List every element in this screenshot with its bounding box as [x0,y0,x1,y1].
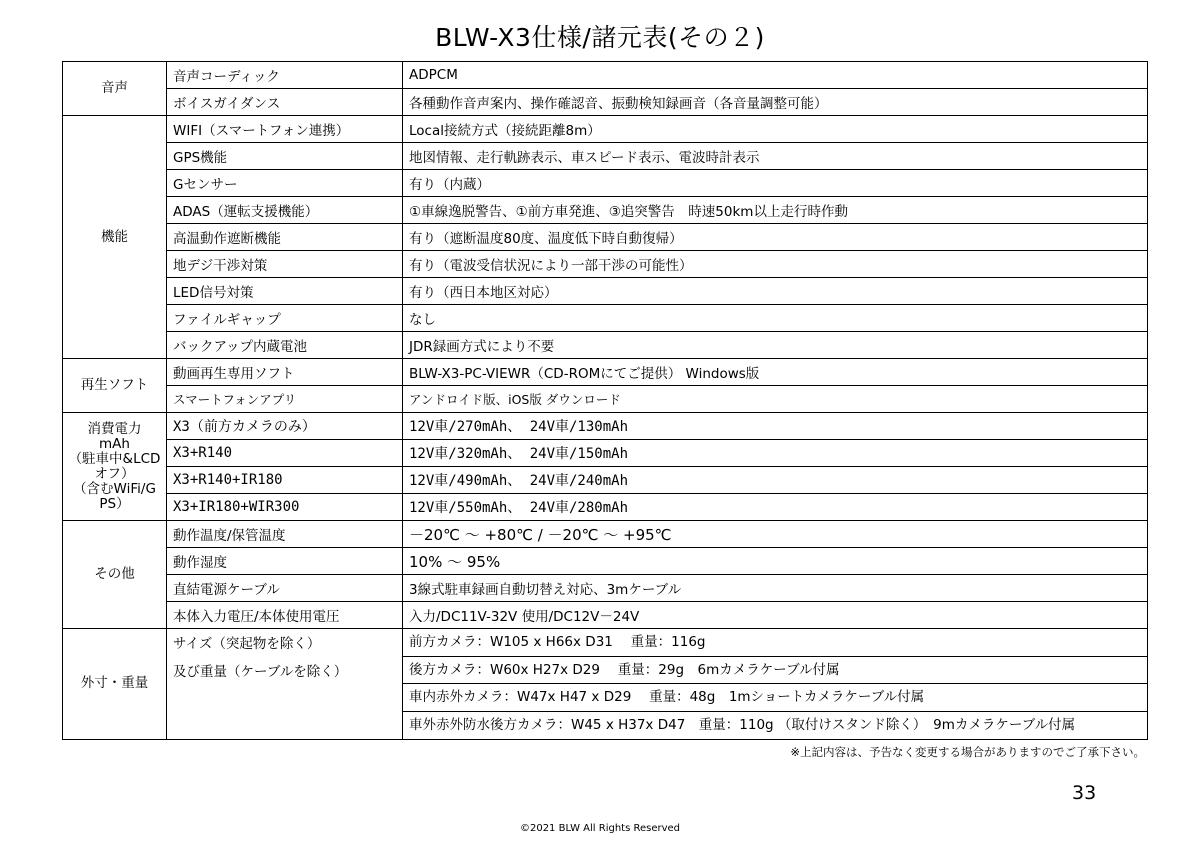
spec-value: ①車線逸脱警告、①前方車発進、③追突警告 時速50km以上走行時作動 [403,197,1148,224]
spec-value: 有り（内蔵） [403,170,1148,197]
table-row [63,359,1148,386]
table-row [63,521,1148,548]
spec-value: 前方カメラ：W105 x H66x D31 重量：116g [409,634,706,650]
category-power-line: オフ） [94,465,135,482]
spec-label: サイズ（突起物を除く） [173,636,321,652]
spec-label: バックアップ内蔵電池 [167,332,403,359]
spec-value: 12V車/550mAh、 24V車/280mAh [403,494,1148,521]
spec-label: 動画再生専用ソフト [167,359,403,386]
table-row [63,62,1148,89]
table-row [63,278,1148,305]
spec-value: 3線式駐車録画自動切替え対応、3mケーブル [403,575,1148,602]
spec-value: Local接続方式（接続距離8m） [403,116,1148,143]
spec-label: 音声コーディック [167,62,403,89]
category-dimensions: 外寸・重量 [63,629,167,740]
spec-value: なし [403,305,1148,332]
spec-value: 車外赤外防水後方カメラ：W45 x H37x D47 重量：110g （取付けスタンド除く） 9mカメラケーブル付属 [403,711,1147,739]
disclaimer-note: ※上記内容は、予告なく変更する場合がありますのでご了承下さい。 [790,745,1145,759]
table-row [63,332,1148,359]
category-power-line: （駐車中&LCD [68,450,161,467]
category-power-line: 消費電力 [87,420,142,437]
spec-value: ADPCM [403,62,1148,89]
page-title: BLW-X3仕様/諸元表(その２) [435,23,765,52]
spec-label: LED信号対策 [167,278,403,305]
spec-label: GPS機能 [167,143,403,170]
category-power-line: mAh [99,435,130,452]
spec-label: X3+R140 [167,440,403,467]
category-functions: 機能 [63,116,167,359]
table-row [63,170,1148,197]
spec-label: 地デジ干渉対策 [167,251,403,278]
spec-value: JDR録画方式により不要 [403,332,1148,359]
table-row [63,575,1148,602]
spec-label: Gセンサー [167,170,403,197]
spec-label: 動作温度/保管温度 [167,521,403,548]
spec-value: －20℃ ～ +80℃ / －20℃ ～ +95℃ [403,521,1148,548]
table-row [63,89,1148,116]
spec-value: 地図情報、走行軌跡表示、車スピード表示、電波時計表示 [403,143,1148,170]
spec-label: 直結電源ケーブル [167,575,403,602]
spec-value: 10% ～ 95% [403,548,1148,575]
table-row [63,494,1148,521]
spec-value: 車内赤外カメラ：W47x H47 x D29 重量：48g 1mショートカメラケーブル付属 [403,683,1147,711]
spec-value: 有り（電波受信状況により一部干渉の可能性） [403,251,1148,278]
spec-value: 有り（西日本地区対応） [403,278,1148,305]
category-power-line: PS） [99,495,130,512]
spec-value: 入力/DC11V-32V 使用/DC12V－24V [403,602,1148,629]
dimensions-values-cell [403,629,1148,740]
table-row [63,143,1148,170]
table-row [63,413,1148,440]
category-audio: 音声 [63,62,167,116]
page-number: 33 [1072,782,1097,804]
spec-label: ADAS（運転支援機能） [167,197,403,224]
spec-label: ボイスガイダンス [167,89,403,116]
category-other: その他 [63,521,167,629]
spec-value: 有り（遮断温度80度、温度低下時自動復帰） [403,224,1148,251]
spec-label: X3+IR180+WIR300 [167,494,403,521]
spec-label: 高温動作遮断機能 [167,224,403,251]
table-row [63,386,1148,413]
table-row [63,116,1148,143]
table-row [63,602,1148,629]
table-row [63,467,1148,494]
spec-table [62,61,1148,740]
spec-label: 及び重量（ケーブルを除く） [173,664,348,680]
spec-value: 12V車/320mAh、 24V車/150mAh [403,440,1148,467]
spec-value: 後方カメラ：W60x H27x D29 重量：29g 6mカメラケーブル付属 [403,656,1147,684]
spec-value: BLW-X3-PC-VIEWR（CD-ROMにてご提供） Windows版 [403,359,1148,386]
category-power [63,413,167,521]
table-row [63,305,1148,332]
spec-label: 本体入力電圧/本体使用電圧 [167,602,403,629]
table-row [63,629,1148,740]
spec-label: X3+R140+IR180 [167,467,403,494]
table-row [63,440,1148,467]
table-row [63,251,1148,278]
spec-label: ファイルギャップ [167,305,403,332]
table-row [63,197,1148,224]
spec-label: スマートフォンアプリ [167,386,403,413]
spec-value: 12V車/270mAh、 24V車/130mAh [403,413,1148,440]
spec-value: アンドロイド版、iOS版 ダウンロード [403,386,1148,413]
dimensions-label-cell [167,629,403,740]
category-playback: 再生ソフト [63,359,167,413]
copyright-footer: ©2021 BLW All Rights Reserved [519,823,681,834]
table-row [63,224,1148,251]
spec-value: 各種動作音声案内、操作確認音、振動検知録画音（各音量調整可能） [403,89,1148,116]
category-power-line: （含むWiFi/G [73,480,156,497]
spec-label: 動作湿度 [167,548,403,575]
table-row [63,548,1148,575]
spec-label: X3（前方カメラのみ） [167,413,403,440]
spec-value: 12V車/490mAh、 24V車/240mAh [403,467,1148,494]
spec-label: WIFI（スマートフォン連携） [167,116,403,143]
